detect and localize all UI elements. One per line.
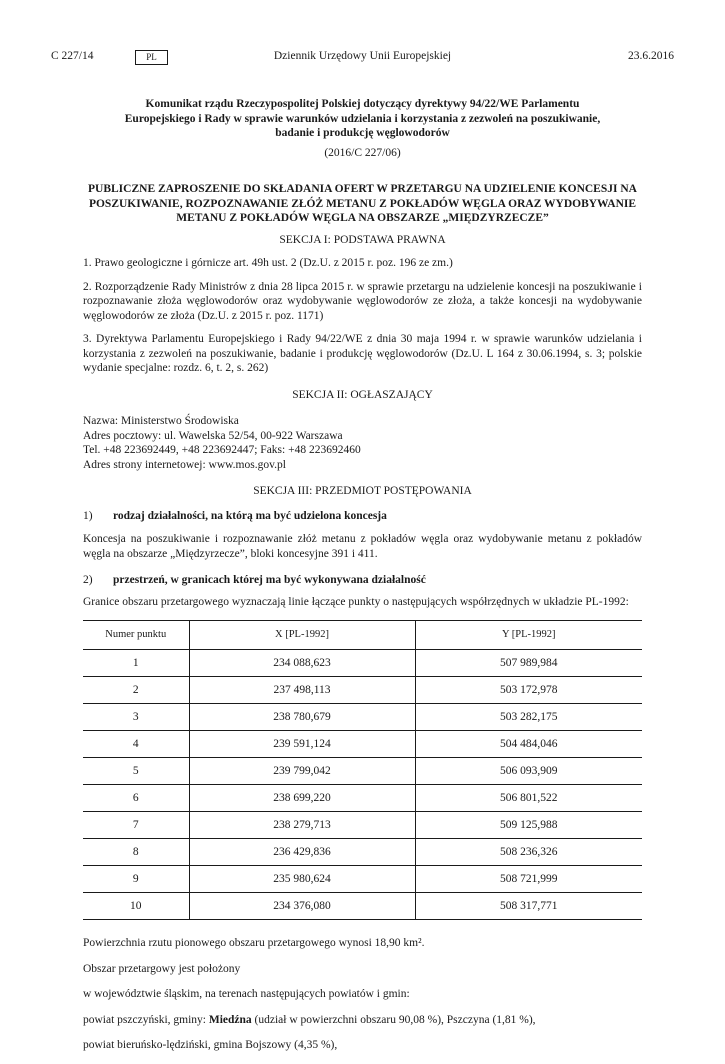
journal-reference: C 227/14: [51, 50, 94, 62]
table-row: [83, 839, 642, 866]
y-coordinate: 508 721,999: [415, 866, 642, 893]
x-coordinate: 236 429,836: [189, 839, 415, 866]
y-coordinate: 508 236,326: [415, 839, 642, 866]
voivodeship-text: w województwie śląskim, na terenach następujących powiatów i gmin:: [83, 988, 410, 1000]
point-number: 5: [83, 758, 189, 785]
table-row: [83, 650, 642, 677]
coordinates-table: [83, 620, 642, 920]
table-row: [83, 893, 642, 920]
communication-title: Komunikat rządu Rzeczypospolitej Polskiej dotyczący dyrektywy 94/22/WE Parlamentu Europejskiego i Rady w sprawie warunków udzielania i korzystania z zezwoleń na poszukiwanie, badanie i produkcję węglowodorów: [124, 98, 601, 139]
subsection-1-number: 1): [83, 509, 93, 522]
y-coordinate: 507 989,984: [415, 650, 642, 677]
column-header: X [PL-1992]: [189, 621, 415, 650]
legal-basis-item-2: 2. Rozporządzenie Rady Ministrów z dnia 28 lipca 2015 r. w sprawie przetargu na udzielenie koncesji na poszukiwanie i rozpoznawanie złoża węglowodorów oraz wydobywanie węglowodorów ze złoża, a także koncesji na wydobywanie węglowodorów ze złoża (Dz.U. z 2015 r. poz. 1171): [83, 280, 642, 322]
table-row: [83, 785, 642, 812]
x-coordinate: 234 088,623: [189, 650, 415, 677]
phone-fax: Tel. +48 223692449, +48 223692447; Faks: +48 223692460: [83, 444, 361, 456]
y-coordinate: 506 093,909: [415, 758, 642, 785]
y-coordinate: 508 317,771: [415, 893, 642, 920]
y-coordinate: 509 125,988: [415, 812, 642, 839]
activity-description: Koncesja na poszukiwanie i rozpoznawanie złóż metanu z pokładów węgla oraz wydobywanie metanu z pokładów węgla na obszarze „Międzyrzecze”, bloki koncesyjne 391 i 411.: [83, 533, 642, 560]
point-number: 9: [83, 866, 189, 893]
district-prefix: powiat pszczyński, gminy:: [83, 1013, 209, 1026]
point-number: 8: [83, 839, 189, 866]
y-coordinate: 503 282,175: [415, 704, 642, 731]
area-size: Powierzchnia rzutu pionowego obszaru przetargowego wynosi 18,90 km².: [83, 937, 425, 949]
point-number: 7: [83, 812, 189, 839]
legal-basis-item-1: 1. Prawo geologiczne i górnicze art. 49h ust. 2 (Dz.U. z 2015 r. poz. 196 ze zm.): [83, 257, 453, 269]
subsection-2-number: 2): [83, 574, 93, 586]
journal-title: Dziennik Urzędowy Unii Europejskiej: [273, 50, 452, 62]
x-coordinate: 234 376,080: [189, 893, 415, 920]
x-coordinate: 238 699,220: [189, 785, 415, 812]
point-number: 2: [83, 677, 189, 704]
x-coordinate: 238 279,713: [189, 812, 415, 839]
contracting-authority-address: [83, 414, 642, 472]
x-coordinate: 239 799,042: [189, 758, 415, 785]
point-number: 6: [83, 785, 189, 812]
table-row: [83, 731, 642, 758]
page-header: [51, 50, 674, 66]
subsection-1-title: rodzaj działalności, na którą ma być udzielona koncesja: [113, 509, 387, 522]
authority-name: Nazwa: Ministerstwo Środowiska: [83, 415, 239, 427]
subsection-2-title: przestrzeń, w granicach której ma być wykonywana działalność: [113, 574, 426, 586]
table-row: [83, 758, 642, 785]
point-number: 1: [83, 650, 189, 677]
document-body: [83, 97, 642, 1064]
point-number: 4: [83, 731, 189, 758]
subsection-1-heading: [83, 509, 642, 524]
x-coordinate: 235 980,624: [189, 866, 415, 893]
x-coordinate: 239 591,124: [189, 731, 415, 758]
district-bierunsko-ledzinski: powiat bieruńsko-lędziński, gmina Bojszowy (4,35 %),: [83, 1039, 338, 1051]
subsection-2-heading: [83, 573, 642, 588]
y-coordinate: 504 484,046: [415, 731, 642, 758]
table-header-row: [83, 621, 642, 650]
table-row: [83, 866, 642, 893]
point-number: 3: [83, 704, 189, 731]
language-badge: PL: [135, 50, 168, 65]
website: Adres strony internetowej: www.mos.gov.pl: [83, 458, 286, 471]
column-header: Y [PL-1992]: [415, 621, 642, 650]
table-row: [83, 677, 642, 704]
column-header: Numer punktu: [83, 621, 189, 650]
table-row: [83, 704, 642, 731]
section-3-heading: SEKCJA III: PRZEDMIOT POSTĘPOWANIA: [253, 485, 472, 497]
y-coordinate: 503 172,978: [415, 677, 642, 704]
section-1-heading: SEKCJA I: PODSTAWA PRAWNA: [279, 233, 446, 246]
area-details: [83, 936, 642, 1053]
area-location-intro: Obszar przetargowy jest położony: [83, 962, 241, 975]
commune-miedzna: Miedźna: [208, 1013, 252, 1026]
postal-address: Adres pocztowy: ul. Wawelska 52/54, 00-922 Warszawa: [83, 429, 343, 442]
district-suffix: (udział w powierzchni obszaru 90,08 %), Pszczyna (1,81 %),: [251, 1013, 536, 1026]
publication-date: 23.6.2016: [628, 50, 674, 62]
y-coordinate: 506 801,522: [415, 785, 642, 812]
area-boundaries-text: Granice obszaru przetargowego wyznaczają linie łączące punkty o następujących współrzędnych w układzie PL-1992:: [83, 595, 629, 608]
table-row: [83, 812, 642, 839]
x-coordinate: 237 498,113: [189, 677, 415, 704]
call-for-tenders-title: PUBLICZNE ZAPROSZENIE DO SKŁADANIA OFERT W PRZETARGU NA UDZIELENIE KONCESJI NA POSZUKIWANIE, ROZPOZNAWANIE ZŁÓŻ METANU Z POKŁADÓW WĘGLA ORAZ WYDOBYWANIE METANU Z POKŁADÓW WĘGLA NA OBSZARZE „MIĘDZYRZECZE”: [88, 183, 637, 224]
section-2-heading: SEKCJA II: OGŁASZAJĄCY: [292, 388, 433, 401]
district-pszczynski: [83, 1013, 642, 1028]
x-coordinate: 238 780,679: [189, 704, 415, 731]
legal-basis-item-3: 3. Dyrektywa Parlamentu Europejskiego i Rady 94/22/WE z dnia 30 maja 1994 r. w sprawie warunków udzielania i korzystania z zezwoleń na poszukiwanie, badanie i produkcję węglowodorów (Dz.U. L 164 z 30.06.1994, s. 3; polskie wydanie specjalne: rozdz. 6, t. 2, s. 262): [83, 333, 642, 374]
point-number: 10: [83, 893, 189, 920]
document-reference: (2016/C 227/06): [324, 146, 401, 159]
